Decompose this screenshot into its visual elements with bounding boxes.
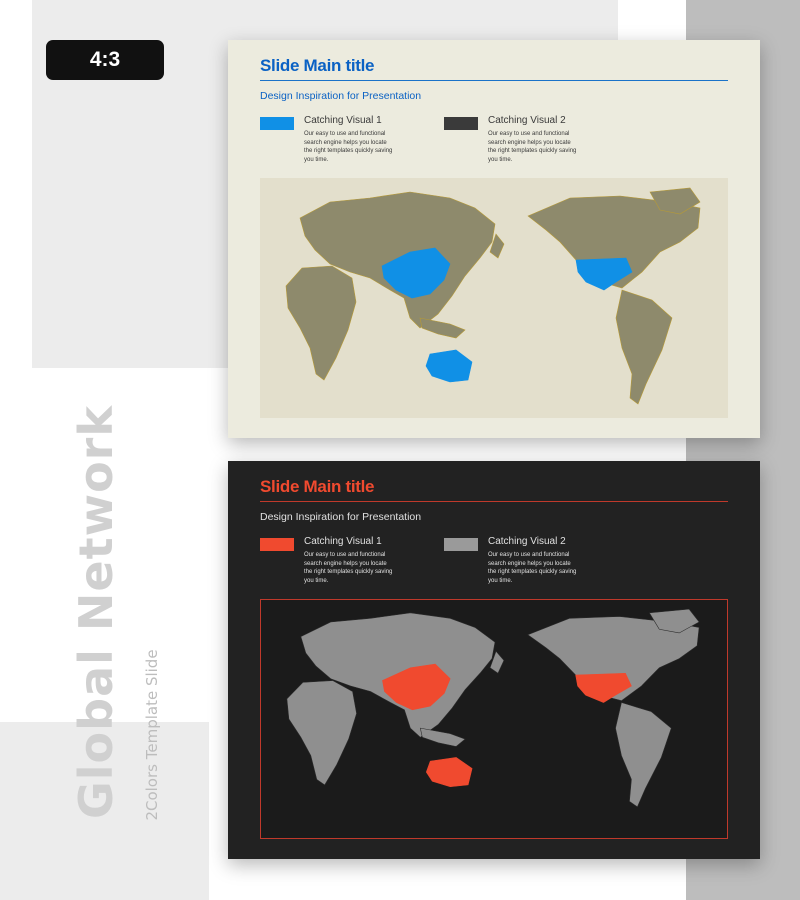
- australia-region: [426, 757, 472, 786]
- legend-description: Our easy to use and functional search engine helps you locate the right templates quickly saving you time.: [304, 552, 393, 584]
- legend-swatch: [444, 538, 478, 551]
- sea-islands: [420, 318, 465, 338]
- slide-dark[interactable]: [228, 461, 760, 859]
- vertical-main-title: Global Network: [69, 405, 123, 819]
- africa-landmass: [286, 266, 356, 380]
- south-america-landmass: [615, 703, 671, 807]
- legend-title: Catching Visual 1: [304, 115, 382, 126]
- aspect-ratio-badge: 4:3: [46, 40, 164, 80]
- title-rule: [260, 501, 728, 502]
- legend-description: Our easy to use and functional search engine helps you locate the right templates quickly saving you time.: [488, 131, 577, 163]
- legend-swatch: [260, 538, 294, 551]
- slide-light[interactable]: [228, 40, 760, 438]
- legend-title: Catching Visual 1: [304, 536, 382, 547]
- slide-subtitle: Design Inspiration for Presentation: [260, 511, 422, 523]
- world-map-svg: [261, 600, 727, 838]
- slide-title: Slide Main title: [260, 477, 375, 496]
- sea-islands: [420, 728, 465, 746]
- world-map: [260, 178, 728, 418]
- legend-swatch: [444, 117, 478, 130]
- vertical-subtitle: 2Colors Template Slide: [143, 649, 161, 821]
- legend-swatch: [260, 117, 294, 130]
- world-map: [260, 599, 728, 839]
- title-rule: [260, 80, 728, 81]
- slide-title: Slide Main title: [260, 56, 375, 75]
- south-america-landmass: [616, 290, 672, 404]
- australia-region: [426, 350, 472, 382]
- legend-description: Our easy to use and functional search engine helps you locate the right templates quickly saving you time.: [304, 131, 393, 163]
- slide-subtitle: Design Inspiration for Presentation: [260, 90, 422, 102]
- legend-title: Catching Visual 2: [488, 115, 566, 126]
- legend-title: Catching Visual 2: [488, 536, 566, 547]
- africa-landmass: [287, 681, 357, 785]
- world-map-svg: [260, 178, 728, 418]
- legend-description: Our easy to use and functional search engine helps you locate the right templates quickly saving you time.: [488, 552, 577, 584]
